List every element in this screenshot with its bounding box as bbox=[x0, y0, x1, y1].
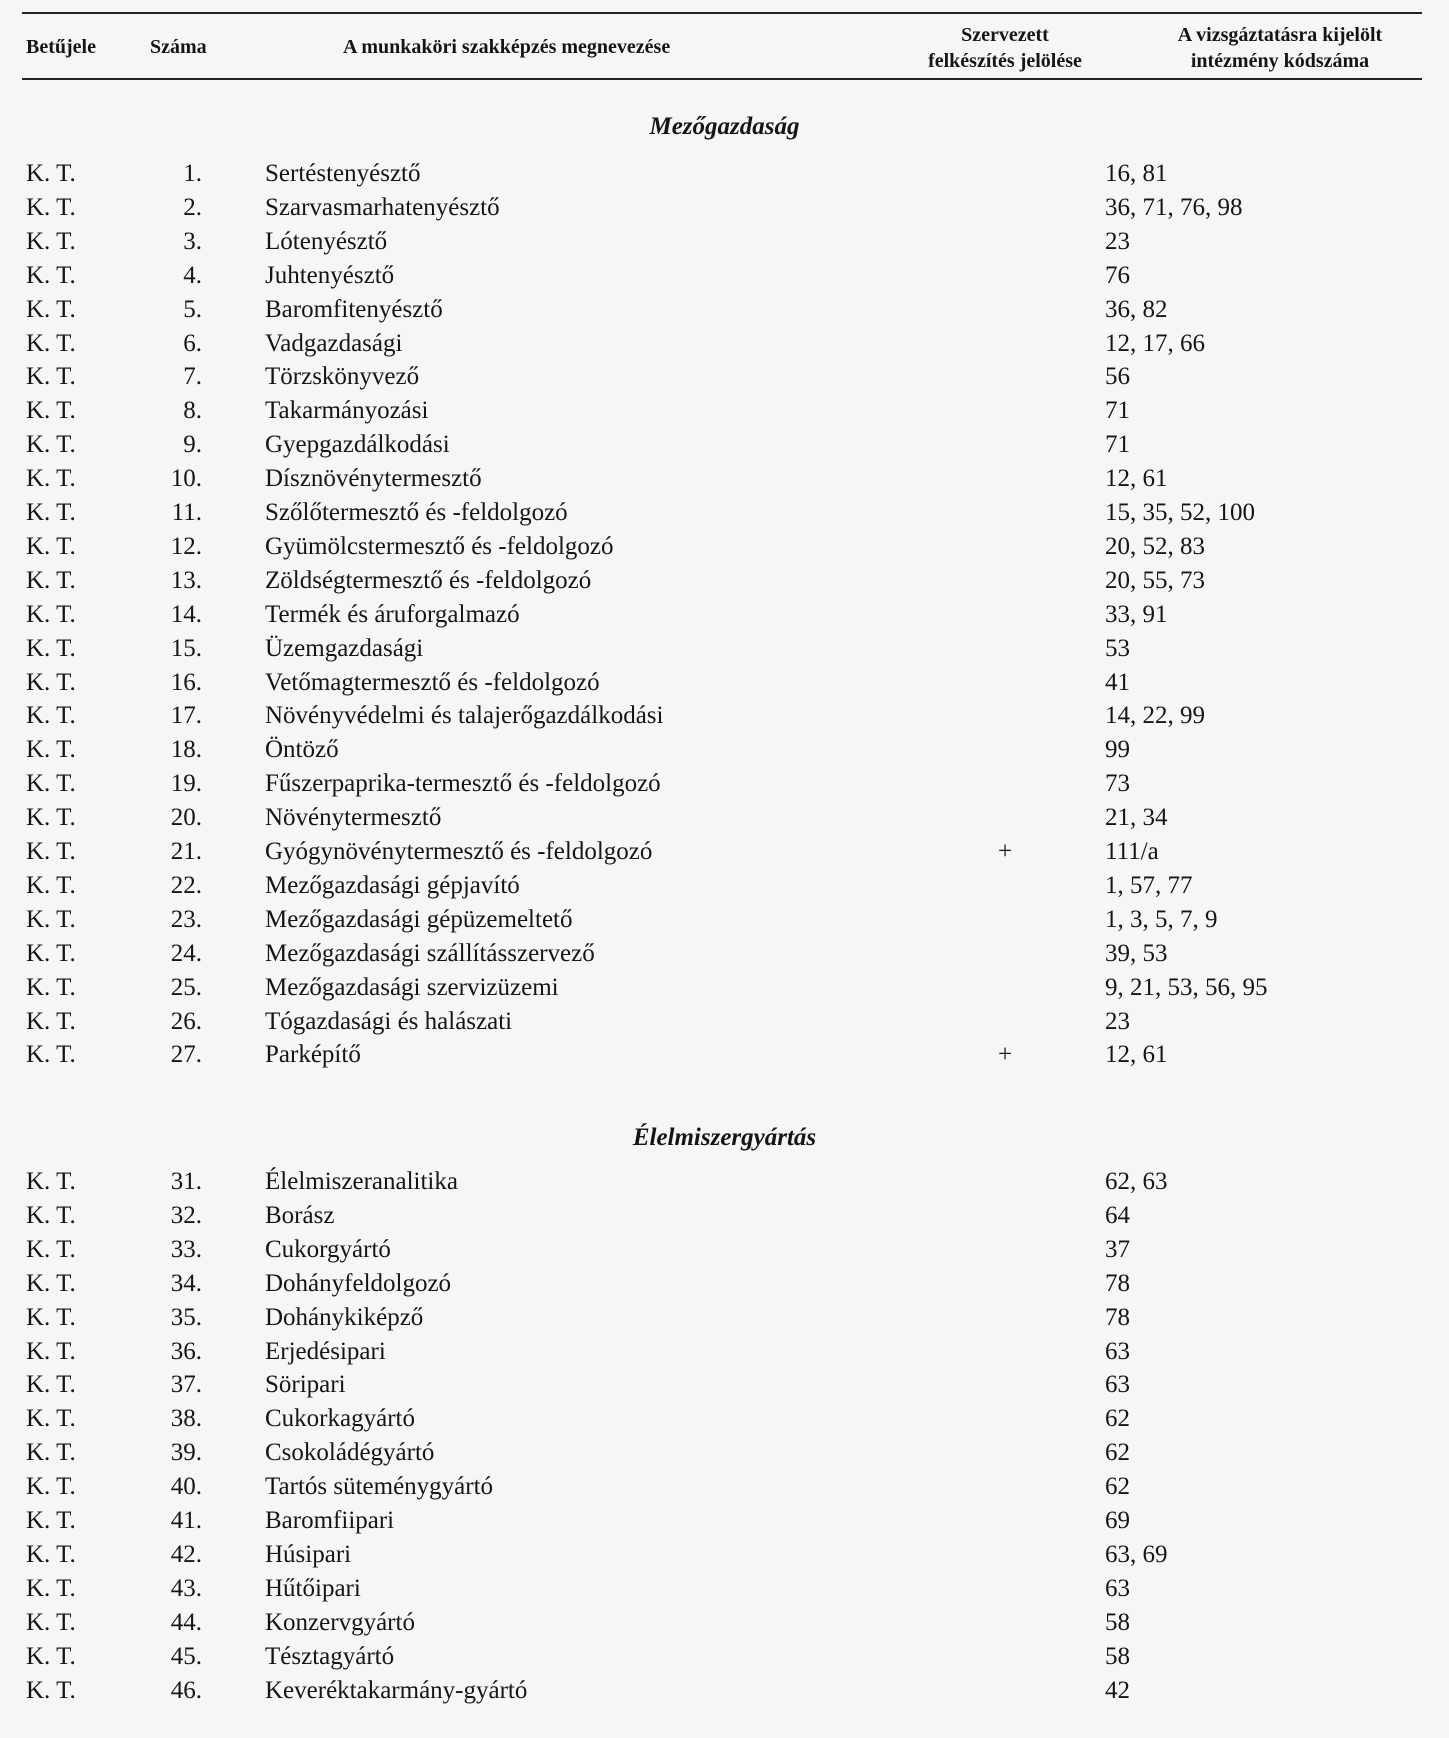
row-institution-codes: 41 bbox=[1105, 668, 1130, 696]
row-number: 31. bbox=[170, 1168, 202, 1195]
row-institution-codes: 23 bbox=[1105, 1007, 1130, 1035]
row-letter: K. T. bbox=[26, 1540, 76, 1568]
row-number: 35. bbox=[170, 1303, 202, 1331]
table-row bbox=[0, 1304, 1449, 1338]
row-institution-codes: 63, 69 bbox=[1105, 1540, 1168, 1568]
header-name: A munkaköri szakképzés megnevezése bbox=[343, 36, 671, 58]
row-number: 27. bbox=[170, 1041, 202, 1069]
row-number: 38. bbox=[170, 1405, 202, 1433]
row-letter: K. T. bbox=[26, 465, 76, 493]
row-number: 1. bbox=[183, 160, 202, 187]
section-title: Mezőgazdaság bbox=[649, 113, 800, 140]
header-code bbox=[1140, 22, 1420, 74]
row-name: Dohányfeldolgozó bbox=[265, 1269, 452, 1297]
row-institution-codes: 12, 17, 66 bbox=[1105, 329, 1205, 357]
row-number: 10. bbox=[170, 465, 202, 493]
table-row bbox=[0, 330, 1449, 364]
table-row bbox=[0, 872, 1449, 906]
row-name: Borász bbox=[265, 1201, 335, 1229]
row-institution-codes: 63 bbox=[1105, 1371, 1130, 1399]
row-institution-codes: 78 bbox=[1105, 1269, 1130, 1297]
table-row bbox=[0, 1439, 1449, 1473]
row-name: Mezőgazdasági gépjavító bbox=[265, 871, 520, 899]
row-letter: K. T. bbox=[26, 1405, 76, 1433]
table-row bbox=[0, 669, 1449, 703]
table-row bbox=[0, 974, 1449, 1008]
row-institution-codes: 69 bbox=[1105, 1507, 1130, 1534]
row-institution-codes: 99 bbox=[1105, 736, 1130, 764]
row-letter: K. T. bbox=[26, 431, 76, 459]
row-name: Takarmányozási bbox=[265, 397, 429, 425]
row-name: Vetőmagtermesztő és -feldolgozó bbox=[265, 668, 600, 696]
row-institution-codes: 63 bbox=[1105, 1337, 1130, 1365]
row-name: Juhtenyésztő bbox=[265, 261, 395, 289]
table-row bbox=[0, 1202, 1449, 1236]
table-row bbox=[0, 1008, 1449, 1042]
row-organized-mark: + bbox=[997, 1041, 1013, 1069]
row-letter: K. T. bbox=[26, 905, 76, 933]
row-institution-codes: 53 bbox=[1105, 634, 1130, 662]
row-institution-codes: 56 bbox=[1105, 363, 1130, 391]
row-name: Gyümölcstermesztő és -feldolgozó bbox=[265, 532, 614, 560]
row-number: 34. bbox=[170, 1269, 202, 1297]
row-letter: K. T. bbox=[26, 532, 76, 560]
row-number: 44. bbox=[170, 1608, 202, 1636]
row-number: 26. bbox=[170, 1007, 202, 1035]
row-institution-codes: 58 bbox=[1105, 1642, 1130, 1670]
row-letter: K. T. bbox=[26, 1574, 76, 1602]
row-institution-codes: 20, 55, 73 bbox=[1105, 566, 1205, 594]
row-name: Parképítő bbox=[265, 1041, 361, 1069]
row-name: Tésztagyártó bbox=[265, 1642, 395, 1670]
row-letter: K. T. bbox=[26, 1041, 76, 1069]
row-letter: K. T. bbox=[26, 1337, 76, 1365]
row-name: Öntöző bbox=[265, 736, 339, 764]
row-name: Cukorkagyártó bbox=[265, 1405, 415, 1433]
row-name: Hűtőipari bbox=[265, 1574, 361, 1602]
row-letter: K. T. bbox=[26, 600, 76, 628]
table-row bbox=[0, 1541, 1449, 1575]
row-institution-codes: 33, 91 bbox=[1105, 600, 1168, 628]
row-number: 7. bbox=[183, 363, 202, 391]
row-number: 9. bbox=[183, 431, 202, 459]
row-number: 23. bbox=[170, 905, 202, 933]
table-row bbox=[0, 1609, 1449, 1643]
row-letter: K. T. bbox=[26, 1608, 76, 1636]
row-name: Növényvédelmi és talajerőgazdálkodási bbox=[265, 702, 664, 730]
table-row bbox=[0, 1473, 1449, 1507]
table-row bbox=[0, 1371, 1449, 1405]
row-letter: K. T. bbox=[26, 227, 76, 255]
table-row bbox=[0, 770, 1449, 804]
row-number: 8. bbox=[183, 397, 202, 425]
table-row bbox=[0, 465, 1449, 499]
row-number: 22. bbox=[170, 871, 202, 899]
table-row bbox=[0, 1405, 1449, 1439]
row-institution-codes: 111/a bbox=[1105, 838, 1159, 865]
table-row bbox=[0, 262, 1449, 296]
table-row bbox=[0, 397, 1449, 431]
header-organized bbox=[900, 22, 1110, 74]
row-letter: K. T. bbox=[26, 939, 76, 967]
row-name: Dohánykiképző bbox=[265, 1303, 424, 1331]
row-letter: K. T. bbox=[26, 1371, 76, 1399]
row-name: Termék és áruforgalmazó bbox=[265, 600, 520, 628]
row-institution-codes: 20, 52, 83 bbox=[1105, 532, 1205, 560]
row-letter: K. T. bbox=[26, 770, 76, 798]
table-row bbox=[0, 838, 1449, 872]
row-letter: K. T. bbox=[26, 1642, 76, 1670]
row-institution-codes: 64 bbox=[1105, 1201, 1130, 1229]
table-row bbox=[0, 1041, 1449, 1075]
row-number: 18. bbox=[170, 736, 202, 764]
row-letter: K. T. bbox=[26, 838, 76, 865]
row-letter: K. T. bbox=[26, 1676, 76, 1704]
row-institution-codes: 36, 82 bbox=[1105, 295, 1168, 323]
row-letter: K. T. bbox=[26, 804, 76, 832]
row-name: Gyógynövénytermesztő és -feldolgozó bbox=[265, 838, 653, 865]
row-institution-codes: 62 bbox=[1105, 1439, 1130, 1467]
row-number: 13. bbox=[170, 566, 202, 594]
row-number: 3. bbox=[183, 227, 202, 255]
row-letter: K. T. bbox=[26, 1235, 76, 1263]
section-title: Élelmiszergyártás bbox=[632, 1124, 817, 1151]
table-row bbox=[0, 804, 1449, 838]
row-institution-codes: 36, 71, 76, 98 bbox=[1105, 193, 1243, 221]
row-letter: K. T. bbox=[26, 160, 76, 187]
row-letter: K. T. bbox=[26, 1269, 76, 1297]
row-number: 43. bbox=[170, 1574, 202, 1602]
row-institution-codes: 62 bbox=[1105, 1405, 1130, 1433]
row-name: Baromfiipari bbox=[265, 1507, 395, 1534]
row-letter: K. T. bbox=[26, 193, 76, 221]
row-letter: K. T. bbox=[26, 397, 76, 425]
row-number: 2. bbox=[183, 193, 202, 221]
row-letter: K. T. bbox=[26, 261, 76, 289]
table-row bbox=[0, 1270, 1449, 1304]
row-letter: K. T. bbox=[26, 1168, 76, 1195]
row-number: 11. bbox=[171, 499, 202, 526]
row-name: Gyepgazdálkodási bbox=[265, 431, 450, 459]
row-institution-codes: 1, 57, 77 bbox=[1105, 871, 1193, 899]
row-institution-codes: 39, 53 bbox=[1105, 939, 1168, 967]
row-institution-codes: 16, 81 bbox=[1105, 160, 1168, 187]
row-letter: K. T. bbox=[26, 668, 76, 696]
row-institution-codes: 73 bbox=[1105, 770, 1130, 798]
row-number: 12. bbox=[170, 532, 202, 560]
row-letter: K. T. bbox=[26, 329, 76, 357]
table-row bbox=[0, 906, 1449, 940]
row-institution-codes: 12, 61 bbox=[1105, 1041, 1168, 1069]
table-row bbox=[0, 1677, 1449, 1711]
row-number: 17. bbox=[170, 702, 202, 730]
table-row bbox=[0, 736, 1449, 770]
row-institution-codes: 14, 22, 99 bbox=[1105, 702, 1205, 730]
table-row bbox=[0, 194, 1449, 228]
row-letter: K. T. bbox=[26, 1201, 76, 1229]
header-code-line2: intézmény kódszáma bbox=[1190, 50, 1370, 72]
table-row bbox=[0, 702, 1449, 736]
row-name: Konzervgyártó bbox=[265, 1608, 415, 1636]
row-letter: K. T. bbox=[26, 295, 76, 323]
row-letter: K. T. bbox=[26, 634, 76, 662]
row-letter: K. T. bbox=[26, 1473, 76, 1501]
table-row bbox=[0, 1168, 1449, 1202]
row-letter: K. T. bbox=[26, 566, 76, 594]
row-number: 32. bbox=[170, 1201, 202, 1229]
row-name: Tartós süteménygyártó bbox=[265, 1473, 494, 1501]
table-row bbox=[0, 635, 1449, 669]
row-number: 36. bbox=[170, 1337, 202, 1365]
table-row bbox=[0, 499, 1449, 533]
row-institution-codes: 1, 3, 5, 7, 9 bbox=[1105, 905, 1218, 933]
row-name: Baromfitenyésztő bbox=[265, 295, 443, 323]
row-name: Dísznövénytermesztő bbox=[265, 465, 482, 493]
row-name: Tógazdasági és halászati bbox=[265, 1007, 513, 1035]
row-letter: K. T. bbox=[26, 1007, 76, 1035]
table-row bbox=[0, 601, 1449, 635]
row-institution-codes: 71 bbox=[1105, 431, 1130, 459]
header-letter: Betűjele bbox=[26, 36, 96, 58]
table-row bbox=[0, 228, 1449, 262]
row-letter: K. T. bbox=[26, 702, 76, 730]
row-number: 16. bbox=[170, 668, 202, 696]
row-name: Mezőgazdasági szállításszervező bbox=[265, 939, 595, 967]
row-number: 46. bbox=[170, 1676, 202, 1704]
row-name: Élelmiszeranalitika bbox=[265, 1168, 458, 1195]
row-number: 15. bbox=[170, 634, 202, 662]
row-name: Mezőgazdasági szervizüzemi bbox=[265, 973, 559, 1001]
header-organized-line2: felkészítés jelölése bbox=[928, 50, 1082, 72]
row-name: Törzskönyvező bbox=[265, 363, 420, 391]
row-institution-codes: 42 bbox=[1105, 1676, 1130, 1704]
row-number: 40. bbox=[170, 1473, 202, 1501]
row-number: 20. bbox=[170, 804, 202, 832]
row-number: 41. bbox=[170, 1507, 202, 1534]
row-name: Lótenyésztő bbox=[265, 227, 388, 255]
row-name: Üzemgazdasági bbox=[265, 634, 424, 662]
row-organized-mark: + bbox=[997, 838, 1013, 865]
row-name: Cukorgyártó bbox=[265, 1235, 391, 1263]
row-institution-codes: 21, 34 bbox=[1105, 804, 1168, 832]
table-row bbox=[0, 296, 1449, 330]
row-institution-codes: 9, 21, 53, 56, 95 bbox=[1105, 973, 1268, 1001]
row-letter: K. T. bbox=[26, 1439, 76, 1467]
table-row bbox=[0, 1236, 1449, 1270]
row-number: 33. bbox=[170, 1235, 202, 1263]
row-institution-codes: 12, 61 bbox=[1105, 465, 1168, 493]
row-number: 4. bbox=[183, 261, 202, 289]
row-letter: K. T. bbox=[26, 363, 76, 391]
row-name: Növénytermesztő bbox=[265, 804, 442, 832]
row-letter: K. T. bbox=[26, 1303, 76, 1331]
row-institution-codes: 71 bbox=[1105, 397, 1130, 425]
row-name: Fűszerpaprika-termesztő és -feldolgozó bbox=[265, 770, 661, 798]
row-name: Mezőgazdasági gépüzemeltető bbox=[265, 905, 573, 933]
row-letter: K. T. bbox=[26, 1507, 76, 1534]
row-letter: K. T. bbox=[26, 973, 76, 1001]
table-row bbox=[0, 1338, 1449, 1372]
row-name: Söripari bbox=[265, 1371, 346, 1399]
row-number: 45. bbox=[170, 1642, 202, 1670]
row-letter: K. T. bbox=[26, 499, 76, 526]
row-institution-codes: 37 bbox=[1105, 1235, 1130, 1263]
row-number: 21. bbox=[170, 838, 202, 865]
row-number: 14. bbox=[170, 600, 202, 628]
table-row bbox=[0, 1507, 1449, 1541]
header-code-line1: A vizsgáztatásra kijelölt bbox=[1177, 24, 1383, 46]
row-name: Szőlőtermesztő és -feldolgozó bbox=[265, 499, 568, 526]
table-row bbox=[0, 567, 1449, 601]
row-name: Vadgazdasági bbox=[265, 329, 403, 357]
row-institution-codes: 62, 63 bbox=[1105, 1168, 1168, 1195]
table-row bbox=[0, 1575, 1449, 1609]
header-number: Száma bbox=[150, 36, 207, 58]
row-institution-codes: 15, 35, 52, 100 bbox=[1105, 499, 1255, 526]
row-number: 5. bbox=[183, 295, 202, 323]
row-name: Húsipari bbox=[265, 1540, 352, 1568]
table-row bbox=[0, 1643, 1449, 1677]
row-number: 6. bbox=[183, 329, 202, 357]
header-organized-line1: Szervezett bbox=[961, 24, 1049, 46]
row-institution-codes: 78 bbox=[1105, 1303, 1130, 1331]
row-name: Keveréktakarmány-gyártó bbox=[265, 1676, 528, 1704]
row-name: Csokoládégyártó bbox=[265, 1439, 435, 1467]
row-institution-codes: 23 bbox=[1105, 227, 1130, 255]
row-name: Sertéstenyésztő bbox=[265, 160, 421, 187]
row-institution-codes: 62 bbox=[1105, 1473, 1130, 1501]
top-rule bbox=[22, 12, 1422, 14]
row-letter: K. T. bbox=[26, 871, 76, 899]
row-name: Szarvasmarhatenyésztő bbox=[265, 193, 500, 221]
row-institution-codes: 63 bbox=[1105, 1574, 1130, 1602]
row-number: 19. bbox=[170, 770, 202, 798]
header-rule bbox=[22, 78, 1422, 80]
table-row bbox=[0, 940, 1449, 974]
table-row bbox=[0, 160, 1449, 194]
row-number: 24. bbox=[170, 939, 202, 967]
row-institution-codes: 58 bbox=[1105, 1608, 1130, 1636]
row-name: Zöldségtermesztő és -feldolgozó bbox=[265, 566, 592, 594]
row-institution-codes: 76 bbox=[1105, 261, 1130, 289]
row-number: 25. bbox=[170, 973, 202, 1001]
row-number: 42. bbox=[170, 1540, 202, 1568]
row-number: 37. bbox=[170, 1371, 202, 1399]
row-number: 39. bbox=[170, 1439, 202, 1467]
table-row bbox=[0, 363, 1449, 397]
table-row bbox=[0, 431, 1449, 465]
table-row bbox=[0, 533, 1449, 567]
row-letter: K. T. bbox=[26, 736, 76, 764]
row-name: Erjedésipari bbox=[265, 1337, 386, 1365]
